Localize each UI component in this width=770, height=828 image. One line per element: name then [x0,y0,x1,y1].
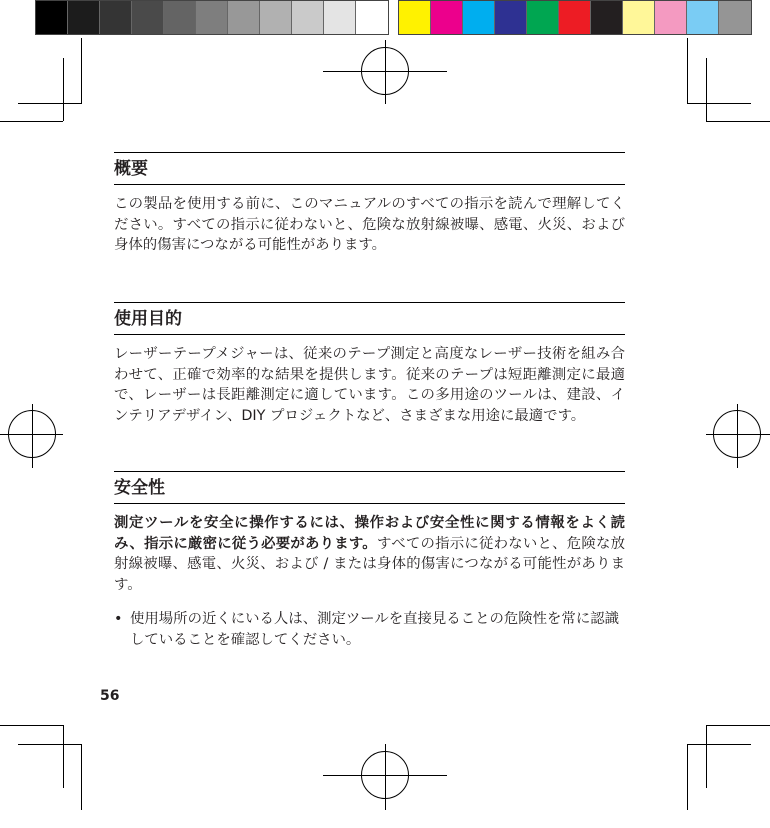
crop-mark-line [687,38,688,104]
crop-mark-line [18,103,82,104]
color-swatch [559,1,591,34]
bullet-text: 使用場所の近くにいる人は、測定ツールを直接見ることの危険性を常に認識していることを確認してください。 [130,611,619,648]
crop-mark-line [0,121,63,122]
color-swatch [591,1,623,34]
crop-mark-line [706,725,707,788]
overview-paragraph: この製品を使用する前に、このマニュアルのすべての指示を読んで理解してください。すべての指示に従わないと、危険な放射線被曝、感電、火災、および身体的傷害につながる可能性があります。 [114,196,625,253]
gray-swatch [356,1,388,34]
intended-use-section [114,344,625,426]
crop-mark-line [706,121,770,122]
color-swatch [399,1,431,34]
overview-heading: 概要 [114,159,148,179]
crop-mark-line [63,725,64,788]
color-swatch [431,1,463,34]
color-swatch [623,1,655,34]
grayscale-swatches [35,0,389,35]
crop-mark-line [81,744,82,810]
crop-mark-line [687,103,751,104]
safety-paragraph-regular: すべての指示に従わないと、危険な放射線被曝、感電、火災、および / または身体的傷害につながる可能性があります。 [114,535,626,593]
color-swatches [398,0,752,35]
registration-circle [361,47,409,95]
color-swatch [687,1,719,34]
color-swatch [527,1,559,34]
overview-heading-bar [114,152,625,185]
gray-swatch [68,1,100,34]
intended-use-heading: 使用目的 [114,309,182,329]
crop-mark-line [706,725,770,726]
registration-circle [8,410,56,458]
crop-mark-line [687,744,751,745]
gray-swatch [100,1,132,34]
registration-circle [713,410,761,458]
crop-mark-line [706,58,707,121]
safety-bullet-item [114,609,625,650]
gray-swatch [36,1,68,34]
gray-swatch [196,1,228,34]
gray-swatch [292,1,324,34]
color-calibration-bar [35,0,752,33]
intended-use-heading-bar [114,302,625,335]
safety-heading-bar [114,471,625,504]
gray-swatch [228,1,260,34]
overview-section [114,194,625,256]
registration-circle [361,751,409,799]
safety-heading: 安全性 [114,478,165,498]
crop-mark-line [18,744,82,745]
safety-section [114,513,625,595]
bullet-marker: • [114,611,123,627]
safety-paragraph-bold: 測定ツールを安全に操作するには、操作および安全性に関する情報をよく読み、指示に厳密に従う必要があります。 [114,515,625,552]
gray-swatch [164,1,196,34]
crop-mark-line [63,58,64,121]
page-number: 56 [100,688,120,704]
crop-mark-line [81,38,82,104]
color-swatch [463,1,495,34]
gray-swatch [324,1,356,34]
crop-mark-line [0,725,63,726]
gray-swatch [132,1,164,34]
intended-use-paragraph: レーザーテープメジャーは、従来のテープ測定と高度なレーザー技術を組み合わせて、正確で効率的な結果を提供します。従来のテープは短距離測定に最適で、レーザーは長距離測定に適しています。この多用途のツールは、建設、インテリアデザイン、DIY プロジェクトなど、さまざまな用途に最適です。 [114,346,625,424]
safety-paragraph [114,513,625,595]
color-swatch [655,1,687,34]
gray-swatch [260,1,292,34]
color-swatch [719,1,751,34]
crop-mark-line [687,744,688,810]
color-swatch [495,1,527,34]
